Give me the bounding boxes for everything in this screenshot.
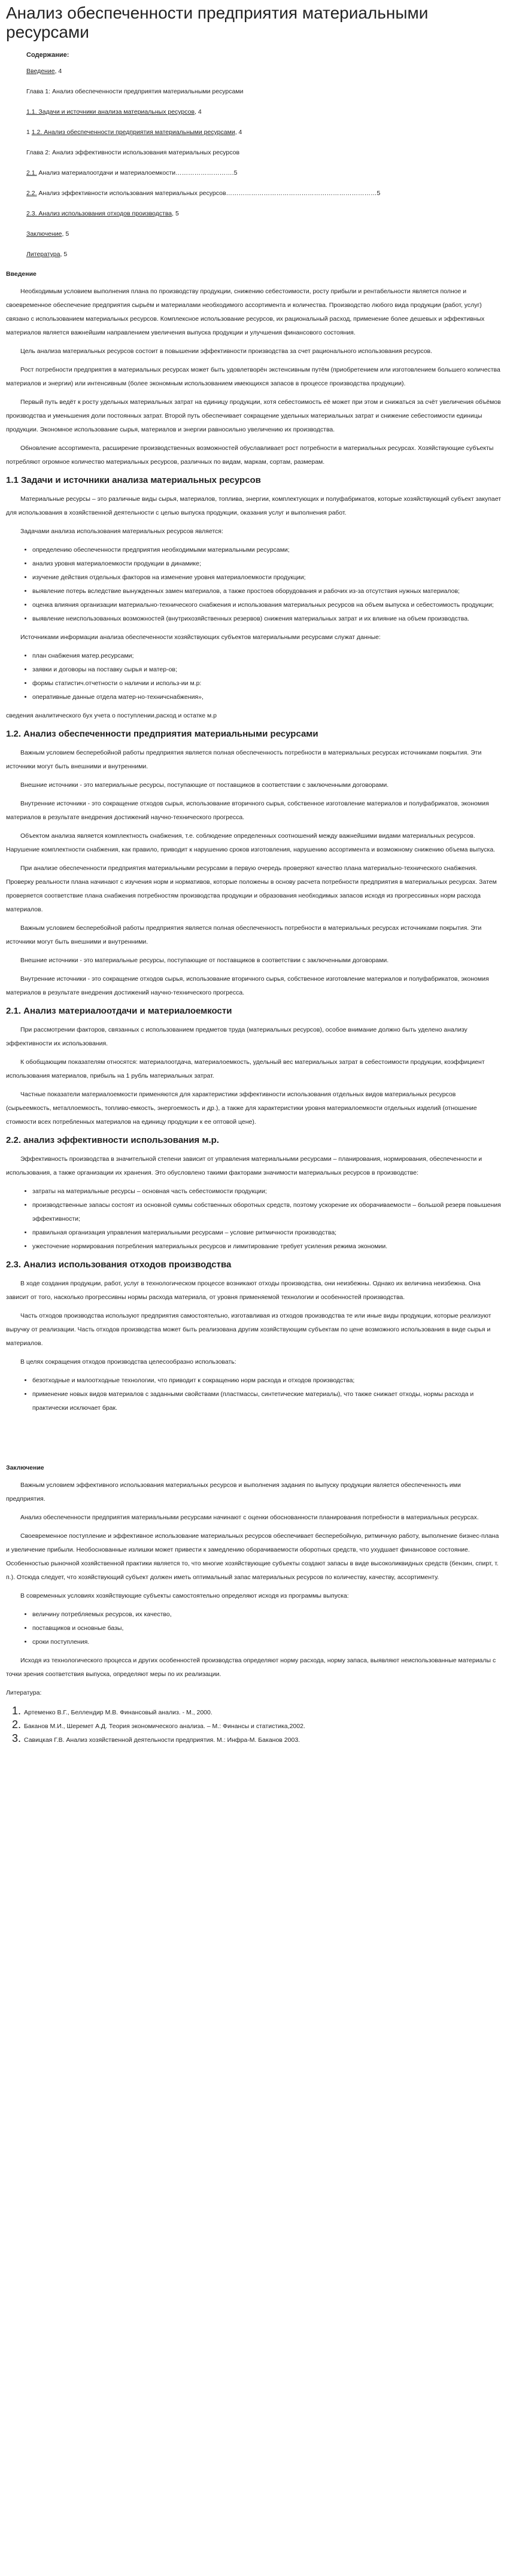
list-item: 1. Артеменко В.Г., Беллендир М.В. Финансовый анализ. - М., 2000. (24, 1705, 501, 1719)
paragraph: Рост потребности предприятия в материальных ресурсах может быть удовлетворён экстенсивным путём (приобретением или изготовлением большего количества материалов и энергии) или интенсивным (более экономным использованием имеющихся запасов в процессе производства продукции). (6, 366, 500, 387)
list-item: • выявление потерь вследствие вынужденных замен материалов, а также простоев оборудования и рабочих из-за отсутствия нужных материалов; (32, 585, 501, 598)
toc-link[interactable]: Литература (26, 251, 60, 258)
list-item: • применение новых видов материалов с заданными свойствами (пластмассы, синтетические материалы), что также снижает отходы, нормы расхода и практически исключает брак. (32, 1388, 501, 1415)
paragraph: Источниками информации анализа обеспеченности хозяйствующих субъектов материальными ресурсами служат данные: (20, 634, 381, 641)
paragraph: Эффективность производства в значительной степени зависит от управления материальными ресурсами – планирования, нормирования, обеспеченности и использования, а также организации их хранения. Это обусловлено такими факторами значимости материальных ресурсов в производстве: (6, 1155, 482, 1176)
toc-item[interactable]: Литература, 5 (26, 251, 68, 258)
paragraph: Обновление ассортимента, расширение производственных возможностей обуславливает рост потребности в материальных ресурсах. Хозяйствующие субъекты потребляют огромное количество материальных ресурсов, различных по видам, маркам, сортам, размерам. (6, 445, 494, 466)
paragraph: Внутренние источники - это сокращение отходов сырья, использование вторичного сырья, собственное изготовление материалов и полуфабрикатов, экономия материалов в результате внедрения достижений научно-технического прогресса. (6, 975, 489, 996)
toc-item[interactable]: Введение, 4 (26, 68, 62, 75)
literature-list (6, 1705, 501, 1746)
toc-item[interactable]: 2.3. Анализ использования отходов производства, 5 (26, 210, 179, 217)
paragraph: Важным условием эффективного использования материальных ресурсов и выполнения задания по выпуску продукции является обеспеченность ими предприятия. (6, 1482, 461, 1503)
toc-item: Глава 2: Анализ эффективности использования материальных ресурсов (26, 149, 240, 156)
conclusion-heading: Заключение (6, 1464, 44, 1471)
toc-link[interactable]: 2.2. (26, 190, 37, 197)
list-item: • оценка влияния организации материально-технического снабжения и использования материальных ресурсов на объем выпуска и себестоимость продукции; (32, 598, 501, 612)
list-item: • изучение действия отдельных факторов на изменение уровня материалоемкости продукции; (32, 571, 501, 585)
paragraph: Частные показатели материалоемкости применяются для характеристики эффективности использования отдельных видов материальных ресурсов (сырьеемкость, металлоемкость, топливо-емкость, энергоемкость и др.), а также для характеристики уровня материалоемкости отдельных изделий (отношение стоимости всех потребленных материалов на единицу продукции к ее оптовой цене). (6, 1091, 477, 1126)
list-item: • правильная организация управления материальными ресурсами – условие ритмичности производства; (32, 1226, 501, 1240)
toc-item: Глава 1: Анализ обеспеченности предприятия материальными ресурсами (26, 88, 244, 95)
paragraph: Важным условием бесперебойной работы предприятия является полная обеспеченность потребности в материальных ресурсах источниками покрытия. Эти источники могут быть внешними и внутренними. (6, 924, 482, 945)
list-item: • оперативные данные отдела матер-но-техничснабжения», (32, 691, 501, 704)
paragraph: При рассмотрении факторов, связанных с использованием предметов труда (материальных ресурсов), особое внимание должно быть уделено анализу эффективности их использования. (6, 1026, 467, 1047)
list-item: • ужесточение нормирования потребления материальных ресурсов и лимитирование требует усиления режима экономии. (32, 1240, 501, 1254)
paragraph: Своевременное поступление и эффективное использование материальных ресурсов обеспечивает бесперебойную, ритмичную работу, выполнение бизнес-плана и увеличение прибыли. Необоснованные излишки может привести к замедлению оборачиваемости оборотных средств, что ухудшает финансовое состояние. Особенностью рыночной хозяйственной практики является то, что многие хозяйствующие субъекты создают запасы в виде высоколиквидных средств (бензин, спирт, т. п.). Отсюда следует, что хозяйствующий субъект должен иметь оптимальный запас материальных ресурсов по количеству, качеству, ассортименту. (6, 1532, 499, 1581)
toc-link[interactable]: 2.3. Анализ использования отходов производства (26, 210, 172, 217)
section-heading: 2.2. анализ эффективности использования м.р. (6, 1135, 219, 1145)
list-item: 3. Савицкая Г.В. Анализ хозяйственной деятельности предприятия. М.: Инфра-М. Баканов 2003. (24, 1732, 501, 1746)
paragraph: сведения аналитического бух учета о поступлении,расход и остатке м.р (6, 712, 217, 719)
paragraph: Материальные ресурсы – это различные виды сырья, материалов, топлива, энергии, комплектующих и полуфабрикатов, которые хозяйствующий субъект закупает для использования в хозяйственной деятельности с целью выпуска продукции, оказания услуг и выполнения работ. (6, 495, 502, 516)
list-item: • определению обеспеченности предприятия необходимыми материальными ресурсами; (32, 543, 501, 557)
paragraph: Важным условием бесперебойной работы предприятия является полная обеспеченность потребности в материальных ресурсах источниками покрытия. Эти источники могут быть внешними и внутренними. (6, 749, 482, 770)
section-heading: 2.3. Анализ использования отходов производства (6, 1260, 232, 1270)
paragraph: В ходе создания продукции, работ, услуг в технологическом процессе возникают отходы производства, они неизбежны. Однако их величина неизбежна. Она зависит от того, насколько прогрессивны нормы расхода материала, от уровня применяемой технологии и особенностей производства. (6, 1280, 481, 1301)
toc-link[interactable]: 1.2. Анализ обеспеченности предприятия материальными ресурсами (31, 129, 235, 136)
section-heading: 1.1 Задачи и источники анализа материальных ресурсов (6, 475, 261, 485)
list-item: • безотходные и малоотходные технологии, что приводит к сокращению норм расхода и отходов производства; (32, 1374, 501, 1388)
list-item: 2. Баканов М.И., Шеремет А.Д. Теория экономического анализа. – М.: Финансы и статистика,2002. (24, 1719, 501, 1732)
paragraph: Внутренние источники - это сокращение отходов сырья, использование вторичного сырья, собственное изготовление материалов и полуфабрикатов, экономия материалов в результате внедрения достижений научно-технического прогресса. (6, 800, 489, 821)
section-heading: 1.2. Анализ обеспеченности предприятия материальными ресурсами (6, 729, 318, 739)
paragraph: Первый путь ведёт к росту удельных материальных затрат на единицу продукции, хотя себестоимость её может при этом и снижаться за счёт увеличения объёмов производства и уменьшения доли постоянных затрат. Второй путь обеспечивает сокращение удельных материальных затрат и снижение себестоимости единицы продукции. Экономное использование сырья, материалов и энергии равносильно увеличению их производства. (6, 399, 501, 433)
toc-item[interactable]: 2.1. Анализ материалоотдачи и материалоемкости……………………….5 (26, 169, 238, 177)
toc-item[interactable]: Заключение, 5 (26, 230, 69, 238)
list-item: • план снабжения матер.ресурсами; (32, 649, 501, 663)
paragraph: Внешние источники - это материальные ресурсы, поступающие от поставщиков в соответствии с заключенными договорами. (20, 781, 389, 789)
list-item: • величину потребляемых ресурсов, их качество, (32, 1608, 501, 1622)
toc-item[interactable]: 1 1.2. Анализ обеспеченности предприятия материальными ресурсами, 4 (26, 129, 242, 136)
section-heading: 2.1. Анализ материалоотдачи и материалоемкости (6, 1006, 232, 1016)
paragraph: К обобщающим показателям относятся: материалоотдача, материалоемкость, удельный вес материальных затрат в себестоимости продукции, коэффициент использования материалов, прибыль на 1 рубль материальных затрат. (6, 1059, 485, 1079)
conclusion-list (6, 1608, 501, 1649)
paragraph: В современных условиях хозяйствующие субъекты самостоятельно определяют исходя из программы выпуска: (20, 1592, 349, 1599)
page-title: Анализ обеспеченности предприятия материальными ресурсами (6, 4, 429, 41)
list-item: • сроки поступления. (32, 1635, 501, 1649)
toc-heading: Содержание: (26, 51, 69, 59)
tasks-list (6, 543, 501, 626)
paragraph: Задачами анализа использования материальных ресурсов является: (20, 528, 223, 535)
toc-link[interactable]: 2.1. (26, 169, 37, 177)
toc-link[interactable]: 1.1. Задачи и источники анализа материальных ресурсов (26, 108, 195, 115)
list-item: • формы статистич.отчетности о наличии и использ-ии м.р: (32, 677, 501, 691)
list-item: • затраты на материальные ресурсы – основная часть себестоимости продукции; (32, 1185, 501, 1199)
paragraph: Исходя из технологического процесса и других особенностей производства определяют норму расхода, норму запаса, выявляют неиспользованные материалы с точки зрения соответствия выпуска, определяют меры по их реализации. (6, 1657, 496, 1678)
list-item: • заявки и договоры на поставку сырья и матер-ов; (32, 663, 501, 677)
factors-list (6, 1185, 501, 1254)
paragraph: Цель анализа материальных ресурсов состоит в повышении эффективности производства за счет рационального использования ресурсов. (20, 348, 433, 355)
paragraph: Анализ обеспеченности предприятия материальными ресурсами начинают с оценки обоснованности планирования потребности в материальных ресурсах. (20, 1514, 479, 1521)
toc-link[interactable]: Заключение (26, 230, 62, 238)
paragraph: Часть отходов производства используют предприятия самостоятельно, изготавливая из отходов производства те или иные виды продукции, которые реализуют выручку от реализации. Часть отходов производства может быть реализована другим хозяйствующим субъектам по цене возможного использования в виде сырья и материалов. (6, 1312, 491, 1347)
list-item: • выявление неиспользованных возможностей (внутрихозяйственных резервов) снижения материальных затрат и их влияние на объем производства. (32, 612, 501, 626)
spacer (6, 1420, 501, 1456)
paragraph: При анализе обеспеченности предприятия материальными ресурсами в первую очередь проверяют качество плана материально-технического снабжения. Проверку реальности плана начинают с изучения норм и нормативов, которые положены в основу расчета потребности предприятия в материальных ресурсах. Затем проверяется соответствие плана снабжения потребностям производства продукции и образования необходимых запасов исходя из прогрессивных норм расхода материалов. (6, 865, 497, 913)
list-item: • поставщиков и основные базы, (32, 1622, 501, 1635)
sources-list (6, 649, 501, 704)
toc-link[interactable]: Введение (26, 68, 55, 75)
table-of-contents (6, 67, 501, 258)
toc-item[interactable]: 1.1. Задачи и источники анализа материальных ресурсов, 4 (26, 108, 202, 115)
waste-methods-list (6, 1374, 501, 1415)
toc-item[interactable]: 2.2. Анализ эффективности использования материальных ресурсов………………………………………………………………5 (26, 190, 381, 197)
intro-heading: Введение (6, 270, 37, 278)
list-item: • анализ уровня материалоемкости продукции в динамике; (32, 557, 501, 571)
literature-heading: Литература: (6, 1689, 42, 1696)
paragraph: Внешние источники - это материальные ресурсы, поступающие от поставщиков в соответствии с заключенными договорами. (20, 957, 389, 964)
paragraph: Необходимым условием выполнения плана по производству продукции, снижению себестоимости, росту прибыли и рентабельности является полное и своевременное обеспечение предприятия сырьём и материалами необходимого ассортимента и количества. Производство любого вида продукции (работ, услуг) связано с использованием материальных ресурсов. Комплексное использование ресурсов, их рациональный расход, применение более дешевых и эффективных материалов является важнейшим направлением увеличения выпуска продукции и улучшения финансового состояния. (6, 288, 485, 336)
paragraph: В целях сокращения отходов производства целесообразно использовать: (20, 1358, 236, 1365)
list-item: • производственные запасы состоят из основной суммы собственных оборотных средств, поэтому ускорение их оборачиваемости – большой резерв повышения эффективности; (32, 1199, 501, 1226)
paragraph: Объектом анализа является комплектность снабжения, т.е. соблюдение определенных соотношений между важнейшими видами материальных ресурсов. Нарушение комплектности снабжения, как правило, приводит к нарушению сроков изготовления, нарушению ассортимента и возможному снижению объема выпуска. (6, 832, 496, 853)
